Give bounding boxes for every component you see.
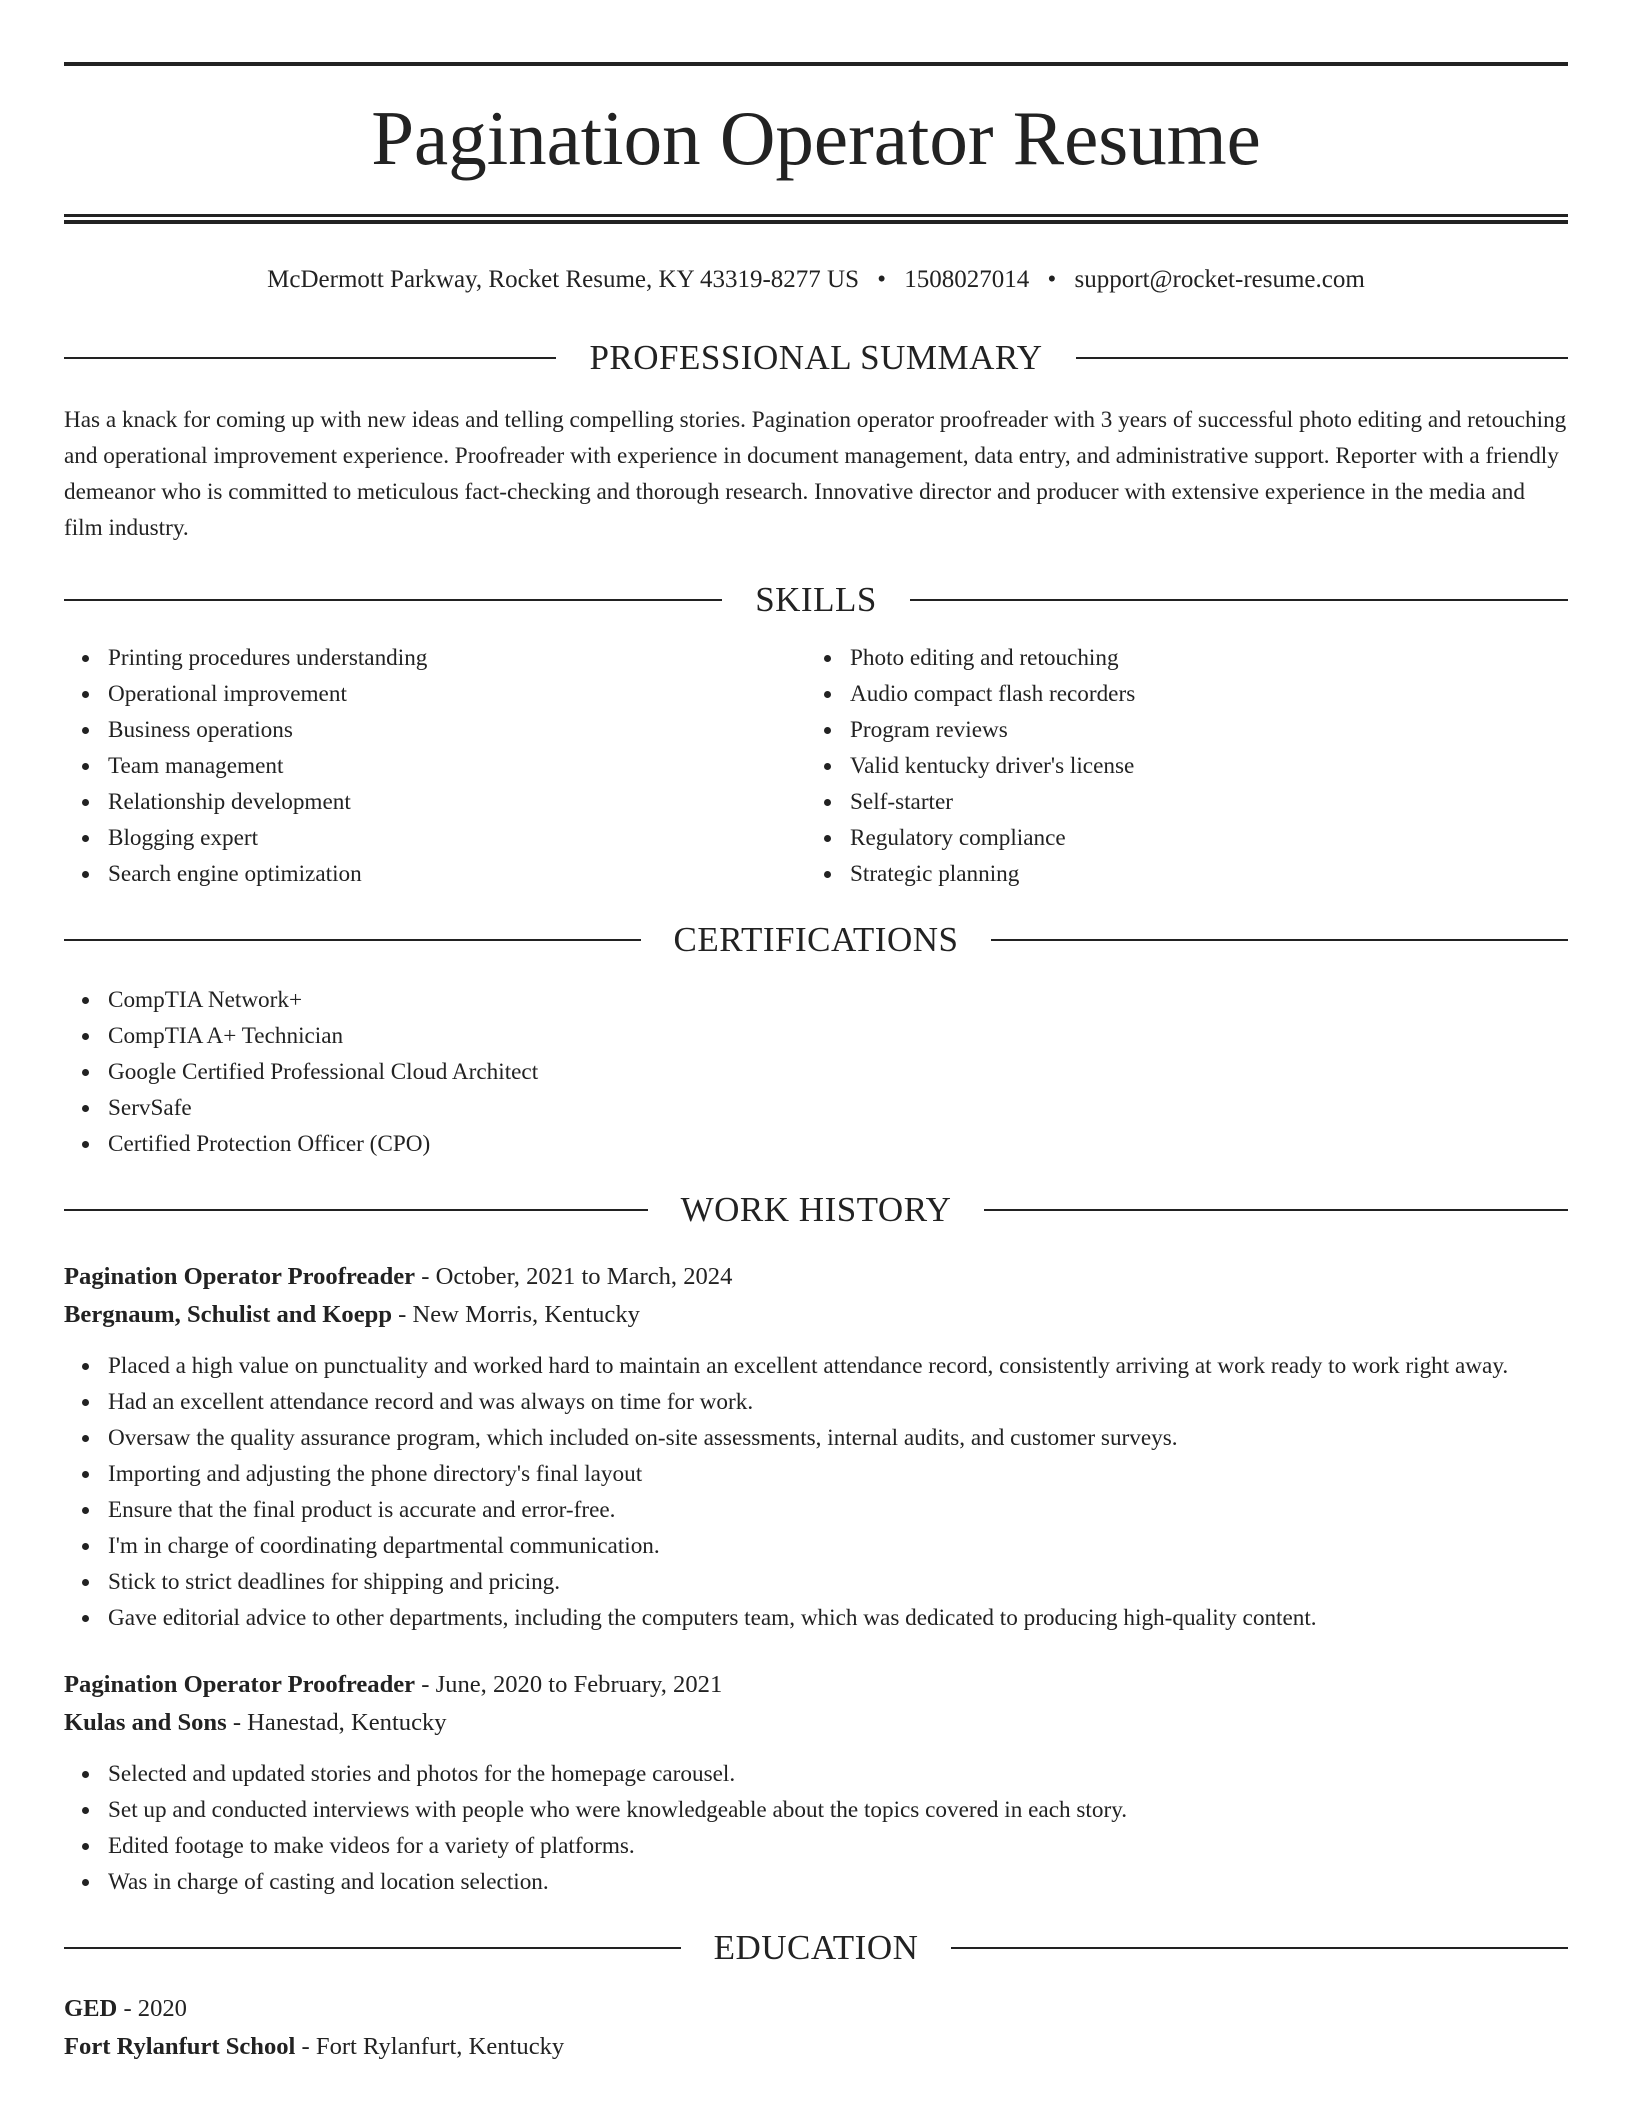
duty-item: Selected and updated stories and photos for the homepage carousel.	[64, 1756, 1568, 1792]
job-entry	[64, 1666, 1568, 1900]
education-location: - Fort Rylanfurt, Kentucky	[295, 2033, 565, 2060]
job-title-line	[64, 1666, 1568, 1704]
certification-item: ServSafe	[64, 1090, 1568, 1126]
top-rule	[64, 62, 1568, 66]
section-title: EDUCATION	[713, 1928, 919, 1967]
job-company-line	[64, 1704, 1568, 1742]
job-entry	[64, 1258, 1568, 1636]
skill-item: Printing procedures understanding	[64, 640, 806, 676]
duty-item: I'm in charge of coordinating departmental communication.	[64, 1528, 1568, 1564]
section-title: WORK HISTORY	[680, 1190, 952, 1229]
certification-item: Certified Protection Officer (CPO)	[64, 1126, 1568, 1162]
duty-item: Importing and adjusting the phone directory's final layout	[64, 1456, 1568, 1492]
contact-separator: •	[877, 266, 886, 293]
heading-rule-left	[64, 1947, 681, 1949]
skill-item: Audio compact flash recorders	[806, 676, 1548, 712]
contact-phone: 1508027014	[904, 266, 1030, 293]
title-double-rule	[64, 214, 1568, 224]
job-duties-list	[64, 1756, 1568, 1900]
skill-item: Regulatory compliance	[806, 820, 1548, 856]
contact-line	[64, 260, 1568, 300]
certifications-list	[64, 982, 1568, 1162]
heading-rule-left	[64, 1209, 648, 1211]
duty-item: Ensure that the final product is accurate and error-free.	[64, 1492, 1568, 1528]
certification-item: Google Certified Professional Cloud Architect	[64, 1054, 1568, 1090]
skill-item: Team management	[64, 748, 806, 784]
duty-item: Was in charge of casting and location selection.	[64, 1864, 1568, 1900]
job-company: Kulas and Sons	[64, 1709, 227, 1736]
duty-item: Stick to strict deadlines for shipping and pricing.	[64, 1564, 1568, 1600]
resume-page	[64, 0, 1568, 2066]
duty-item: Had an excellent attendance record and was always on time for work.	[64, 1384, 1568, 1420]
job-location: - Hanestad, Kentucky	[226, 1709, 447, 1736]
duty-item: Oversaw the quality assurance program, which included on-site assessments, internal audits, and customer surveys.	[64, 1420, 1568, 1456]
duty-item: Edited footage to make videos for a variety of platforms.	[64, 1828, 1568, 1864]
job-company-line	[64, 1296, 1568, 1334]
section-title: SKILLS	[755, 580, 877, 619]
education-school: Fort Rylanfurt School	[64, 2033, 296, 2060]
section-heading-education	[64, 1920, 1568, 1976]
job-title-line	[64, 1258, 1568, 1296]
heading-rule-right	[910, 599, 1568, 601]
job-location: - New Morris, Kentucky	[392, 1301, 640, 1328]
education-degree-line	[64, 1990, 1568, 2028]
heading-rule-left	[64, 599, 722, 601]
section-heading-skills	[64, 572, 1568, 628]
heading-rule-right	[984, 1209, 1568, 1211]
skill-item: Valid kentucky driver's license	[806, 748, 1548, 784]
skill-item: Blogging expert	[64, 820, 806, 856]
skill-item: Self-starter	[806, 784, 1548, 820]
heading-rule-left	[64, 939, 641, 941]
education-school-line	[64, 2028, 1568, 2066]
job-title: Pagination Operator Proofreader	[64, 1263, 416, 1290]
education-year: - 2020	[117, 1995, 187, 2022]
certification-item: CompTIA Network+	[64, 982, 1568, 1018]
certification-item: CompTIA A+ Technician	[64, 1018, 1568, 1054]
skill-item: Strategic planning	[806, 856, 1548, 892]
section-heading-work-history	[64, 1182, 1568, 1238]
section-heading-certifications	[64, 912, 1568, 968]
contact-email: support@rocket-resume.com	[1074, 266, 1365, 293]
skills-columns	[64, 640, 1568, 892]
skill-item: Relationship development	[64, 784, 806, 820]
heading-rule-right	[1076, 357, 1568, 359]
heading-rule-right	[991, 939, 1568, 941]
heading-rule-left	[64, 357, 556, 359]
duty-item: Gave editorial advice to other departments, including the computers team, which was dedicated to producing high-quality content.	[64, 1600, 1568, 1636]
section-title: CERTIFICATIONS	[673, 920, 959, 959]
skill-item: Program reviews	[806, 712, 1548, 748]
job-dates: - October, 2021 to March, 2024	[415, 1263, 733, 1290]
skill-item: Operational improvement	[64, 676, 806, 712]
job-title: Pagination Operator Proofreader	[64, 1671, 416, 1698]
section-title: PROFESSIONAL SUMMARY	[589, 338, 1043, 377]
skill-item: Search engine optimization	[64, 856, 806, 892]
skills-list-right	[806, 640, 1548, 892]
duty-item: Placed a high value on punctuality and worked hard to maintain an excellent attendance record, consistently arriving at work ready to work right away.	[64, 1348, 1568, 1384]
job-dates: - June, 2020 to February, 2021	[415, 1671, 723, 1698]
duty-item: Set up and conducted interviews with people who were knowledgeable about the topics covered in each story.	[64, 1792, 1568, 1828]
summary-text: Has a knack for coming up with new ideas and telling compelling stories. Pagination operator proofreader with 3 years of successful photo editing and retouching and operational improvement experience. Proofreader with experience in document management, data entry, and administrative support. Reporter with a friendly demeanor who is committed to meticulous fact-checking and thorough research. Innovative director and producer with extensive experience in the media and film industry.	[64, 407, 1567, 541]
contact-address: McDermott Parkway, Rocket Resume, KY 43319-8277 US	[267, 266, 859, 293]
skill-item: Business operations	[64, 712, 806, 748]
education-degree: GED	[64, 1995, 118, 2022]
section-heading-summary	[64, 330, 1568, 386]
education-entry	[64, 1990, 1568, 2066]
job-duties-list	[64, 1348, 1568, 1636]
job-company: Bergnaum, Schulist and Koepp	[64, 1301, 392, 1328]
skill-item: Photo editing and retouching	[806, 640, 1548, 676]
heading-rule-right	[951, 1947, 1568, 1949]
contact-separator: •	[1047, 266, 1057, 293]
resume-title: Pagination Operator Resume	[371, 95, 1261, 181]
skills-list-left	[64, 640, 806, 892]
